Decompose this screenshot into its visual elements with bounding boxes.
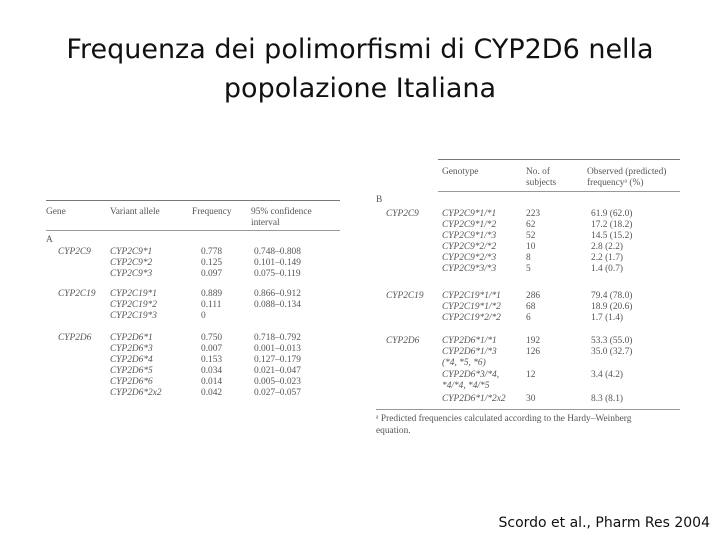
frequency-cell: 0.750 [201, 333, 223, 343]
header-gene: Gene [46, 207, 66, 217]
ci-cell: 0.748–0.808 [254, 247, 301, 257]
variant-cell: CYP2D6*3 [110, 344, 153, 354]
variant-cell: CYP2C19*1 [110, 289, 157, 299]
observed-cell: 17.2 (18.2) [591, 220, 633, 230]
variant-cell: CYP2D6*6 [110, 377, 153, 387]
genotype-cell: CYP2D6*1/*2x2 [442, 394, 506, 404]
subjects-cell: 8 [526, 253, 531, 263]
header-subjects: No. of [526, 167, 550, 177]
genotype-cell: CYP2C9*1/*2 [442, 220, 497, 230]
observed-cell: 18.9 (20.6) [591, 302, 633, 312]
genotype-cell: CYP2C19*2/*2 [442, 313, 501, 323]
title-line-1: Frequenza dei polimorfismi di CYP2D6 nella [66, 34, 654, 65]
ci-cell: 0.127–0.179 [254, 355, 301, 365]
gene-cell: CYP2C19 [58, 289, 96, 299]
genotype-cell: *4/*4, *4/*5 [442, 381, 490, 391]
ci-cell: 0.021–0.047 [254, 366, 301, 376]
frequency-cell: 0.125 [201, 258, 223, 268]
header-ci: 95% confidence [251, 207, 312, 217]
subjects-cell: 12 [526, 370, 536, 380]
ci-cell: 0.005–0.023 [254, 377, 301, 387]
subjects-cell: 62 [526, 220, 536, 230]
observed-cell: 2.8 (2.2) [591, 242, 624, 252]
variant-cell: CYP2C9*1 [110, 247, 153, 257]
ci-cell: 0.866–0.912 [254, 289, 301, 299]
subjects-cell: 286 [526, 291, 541, 301]
subjects-cell: 10 [526, 242, 536, 252]
genotype-cell: CYP2D6*3/*4, [442, 370, 500, 380]
genotype-cell: (*4, *5, *6) [442, 358, 486, 368]
frequency-cell: 0 [201, 311, 206, 321]
frequency-cell: 0.007 [201, 344, 223, 354]
subjects-cell: 68 [526, 302, 536, 312]
header-genotype: Genotype [442, 167, 479, 177]
title-line-2: popolazione Italiana [223, 73, 497, 104]
header-frequency: Frequency [192, 207, 232, 217]
header-observed-line2: frequencyᵃ (%) [587, 178, 644, 188]
genotype-cell: CYP2D6*1/*1 [442, 336, 497, 346]
frequency-cell: 0.097 [201, 269, 223, 279]
observed-cell: 35.0 (32.7) [591, 347, 633, 357]
ci-cell: 0.027–0.057 [254, 388, 301, 398]
genotype-cell: CYP2C9*1/*1 [442, 209, 497, 219]
slide-title [20, 30, 700, 108]
header-variant: Variant allele [110, 207, 160, 217]
frequency-cell: 0.042 [201, 388, 223, 398]
ci-cell: 0.075–0.119 [254, 269, 301, 279]
header-ci-line2: interval [251, 218, 280, 228]
variant-cell: CYP2C9*2 [110, 258, 153, 268]
gene-cell: CYP2C9 [58, 247, 91, 257]
header-subjects-line2: subjects [526, 178, 557, 188]
gene-cell: CYP2D6 [386, 336, 420, 346]
observed-cell: 14.5 (15.2) [591, 231, 633, 241]
table-b: Genotype No. of Observed (predicted) subjects frequencyᵃ (%) B CYP2C9 CYP2C9*1/*1 223 61.9 (62.0) CYP2C9*1/*2 62 17.2 (18.2) CYP2C9*1/*3 52 14.5 (15.2) CYP2C9*2/*2 10 2.8 (2.2) CYP2C9*2/*3 8 2.2 (1.7) CYP2C9*3/*3 5 1.4 (0.7) CYP2C19 CYP2C19*1/*1 286 79.4 (78.0) CYP2C19*1/*2 68 18.9 (20.6) CYP2C19*2/*2 6 1.7 (1.4) CYP2D6 CYP2D6*1/*1 192 53.3 (55.0) CYP2D6*1/*3 126 35.0 (32.7) (*4, *5, *6) CYP2D6*3/*4, 12 3.4 (4.2) *4/*4, *4/*5 CYP2D6*1/*2x2 30 8.3 (8.1) ᵃ Predicted frequencies calculated according to the Hardy–Weinberg equation. [376, 158, 682, 448]
observed-cell: 53.3 (55.0) [591, 336, 633, 346]
variant-cell: CYP2D6*2x2 [110, 388, 162, 398]
table-b-header-rule [438, 191, 680, 192]
observed-cell: 8.3 (8.1) [591, 394, 624, 404]
variant-cell: CYP2D6*5 [110, 366, 153, 376]
table-b-bottom-rule [376, 409, 680, 410]
table-a-top-rule [46, 200, 340, 201]
ci-cell: 0.101–0.149 [254, 258, 301, 268]
variant-cell: CYP2C19*3 [110, 311, 157, 321]
observed-cell: 3.4 (4.2) [591, 370, 624, 380]
variant-cell: CYP2C19*2 [110, 300, 157, 310]
variant-cell: CYP2D6*4 [110, 355, 153, 365]
frequency-cell: 0.778 [201, 247, 223, 257]
table-b-top-rule [438, 159, 680, 160]
ci-cell: 0.718–0.792 [254, 333, 301, 343]
genotype-cell: CYP2C9*3/*3 [442, 264, 497, 274]
frequency-cell: 0.111 [201, 300, 222, 310]
table-a: Gene Variant allele Frequency 95% confidence interval A CYP2C9 CYP2C9*1 0.778 0.748–0.808 CYP2C9*2 0.125 0.101–0.149 CYP2C9*3 0.097 0.075–0.119 CYP2C19 CYP2C19*1 0.889 0.866–0.912 CYP2C19*2 0.111 0.088–0.134 CYP2C19*3 0 CYP2D6 CYP2D6*1 0.750 0.718–0.792 CYP2D6*3 0.007 0.001–0.013 CYP2D6*4 0.153 0.127–0.179 CYP2D6*5 0.034 0.021–0.047 CYP2D6*6 0.014 0.005–0.023 CYP2D6*2x2 0.042 0.027–0.057 [46, 200, 342, 410]
table-a-header-rule [46, 230, 340, 231]
subjects-cell: 30 [526, 394, 536, 404]
citation: Scordo et al., Pharm Res 2004 [498, 515, 710, 531]
observed-cell: 61.9 (62.0) [591, 209, 633, 219]
genotype-cell: CYP2C9*2/*2 [442, 242, 497, 252]
genotype-cell: CYP2C9*1/*3 [442, 231, 497, 241]
variant-cell: CYP2C9*3 [110, 269, 153, 279]
genotype-cell: CYP2C9*2/*3 [442, 253, 497, 263]
subjects-cell: 52 [526, 231, 536, 241]
ci-cell: 0.088–0.134 [254, 300, 301, 310]
subjects-cell: 6 [526, 313, 531, 323]
variant-cell: CYP2D6*1 [110, 333, 153, 343]
genotype-cell: CYP2D6*1/*3 [442, 347, 497, 357]
observed-cell: 79.4 (78.0) [591, 291, 633, 301]
gene-cell: CYP2C19 [386, 291, 424, 301]
observed-cell: 1.4 (0.7) [591, 264, 624, 274]
observed-cell: 1.7 (1.4) [591, 313, 624, 323]
subjects-cell: 5 [526, 264, 531, 274]
subjects-cell: 126 [526, 347, 541, 357]
gene-cell: CYP2D6 [58, 333, 92, 343]
frequency-cell: 0.153 [201, 355, 223, 365]
genotype-cell: CYP2C19*1/*1 [442, 291, 501, 301]
ci-cell: 0.001–0.013 [254, 344, 301, 354]
genotype-cell: CYP2C19*1/*2 [442, 302, 501, 312]
frequency-cell: 0.889 [201, 289, 223, 299]
observed-cell: 2.2 (1.7) [591, 253, 624, 263]
subjects-cell: 192 [526, 336, 541, 346]
frequency-cell: 0.034 [201, 366, 223, 376]
gene-cell: CYP2C9 [386, 209, 419, 219]
subjects-cell: 223 [526, 209, 541, 219]
frequency-cell: 0.014 [201, 377, 223, 387]
header-observed: Observed (predicted) [587, 167, 667, 177]
